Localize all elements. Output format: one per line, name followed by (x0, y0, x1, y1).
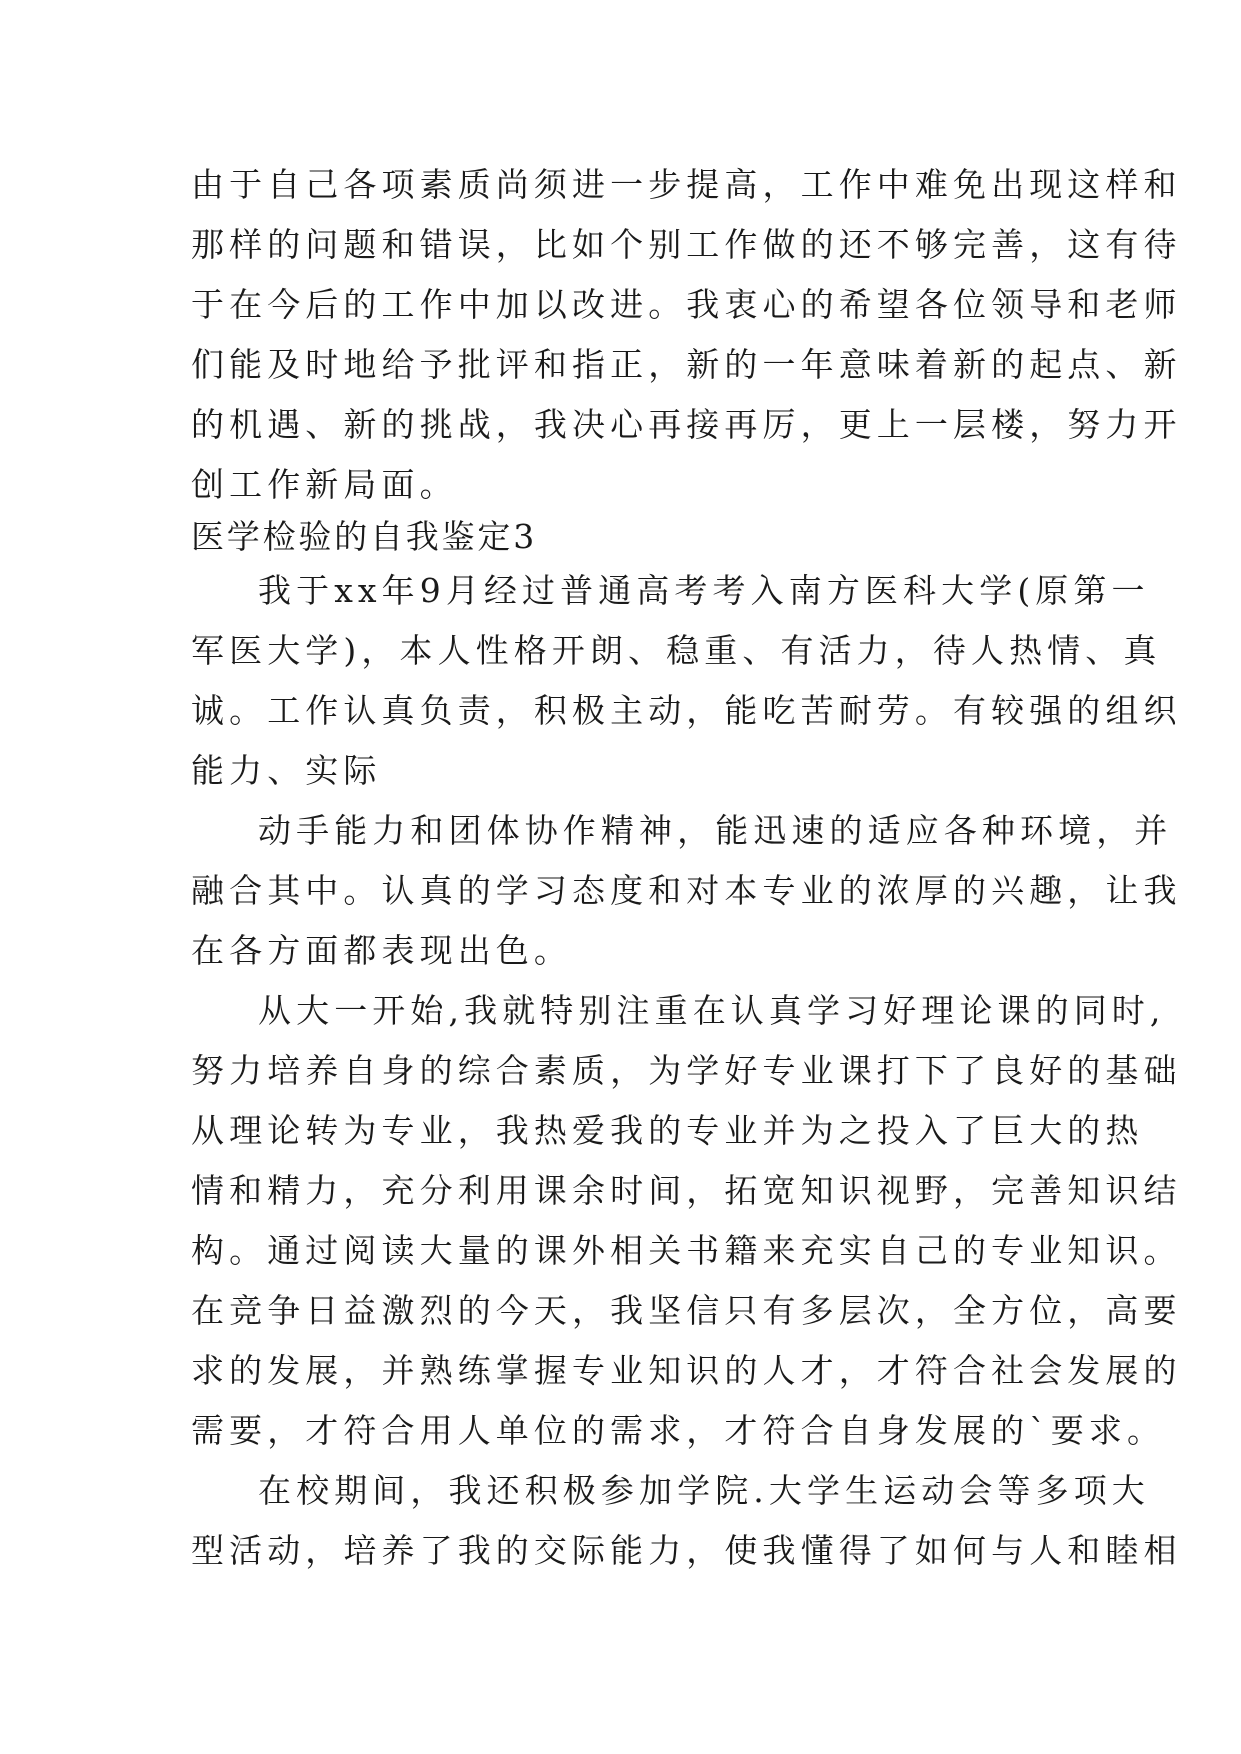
text-line: 于在今后的工作中加以改进。我衷心的希望各位领导和老师 (191, 285, 1182, 324)
text-line: 在竞争日益激烈的今天，我坚信只有多层次，全方位，高要 (191, 1291, 1182, 1330)
text-line: 军医大学)，本人性格开朗、稳重、有活力，待人热情、真 (191, 631, 1162, 670)
text-line: 需要，才符合用人单位的需求，才符合自身发展的`要求。 (191, 1411, 1166, 1450)
text-line: 努力培养自身的综合素质，为学好专业课打下了良好的基础 (191, 1051, 1182, 1090)
text-line: 们能及时地给予批评和指正，新的一年意味着新的起点、新 (191, 345, 1182, 384)
text-line: 型活动，培养了我的交际能力，使我懂得了如何与人和睦相 (191, 1531, 1182, 1570)
text-line: 在校期间，我还积极参加学院.大学生运动会等多项大 (258, 1471, 1150, 1510)
text-line: 能力、实际 (191, 751, 382, 790)
text-line: 融合其中。认真的学习态度和对本专业的浓厚的兴趣，让我 (191, 871, 1182, 910)
text-line: 那样的问题和错误，比如个别工作做的还不够完善，这有待 (191, 225, 1182, 264)
text-line: 诚。工作认真负责，积极主动，能吃苦耐劳。有较强的组织 (191, 691, 1182, 730)
text-line: 我于xx年9月经过普通高考考入南方医科大学(原第一 (258, 571, 1150, 610)
text-line: 求的发展，并熟练掌握专业知识的人才，才符合社会发展的 (191, 1351, 1182, 1390)
section-heading: 医学检验的自我鉴定3 (191, 517, 537, 556)
text-line: 创工作新局面。 (191, 465, 458, 504)
text-line: 在各方面都表现出色。 (191, 931, 572, 970)
text-line: 的机遇、新的挑战，我决心再接再厉，更上一层楼，努力开 (191, 405, 1182, 444)
text-line: 由于自己各项素质尚须进一步提高，工作中难免出现这样和 (191, 165, 1182, 204)
text-line: 从大一开始,我就特别注重在认真学习好理论课的同时, (258, 991, 1166, 1030)
text-line: 情和精力，充分利用课余时间，拓宽知识视野，完善知识结 (191, 1171, 1182, 1210)
text-line: 构。通过阅读大量的课外相关书籍来充实自己的专业知识。 (191, 1231, 1182, 1270)
text-line: 从理论转为专业，我热爱我的专业并为之投入了巨大的热 (191, 1111, 1144, 1150)
text-line: 动手能力和团体协作精神，能迅速的适应各种环境，并 (258, 811, 1173, 850)
